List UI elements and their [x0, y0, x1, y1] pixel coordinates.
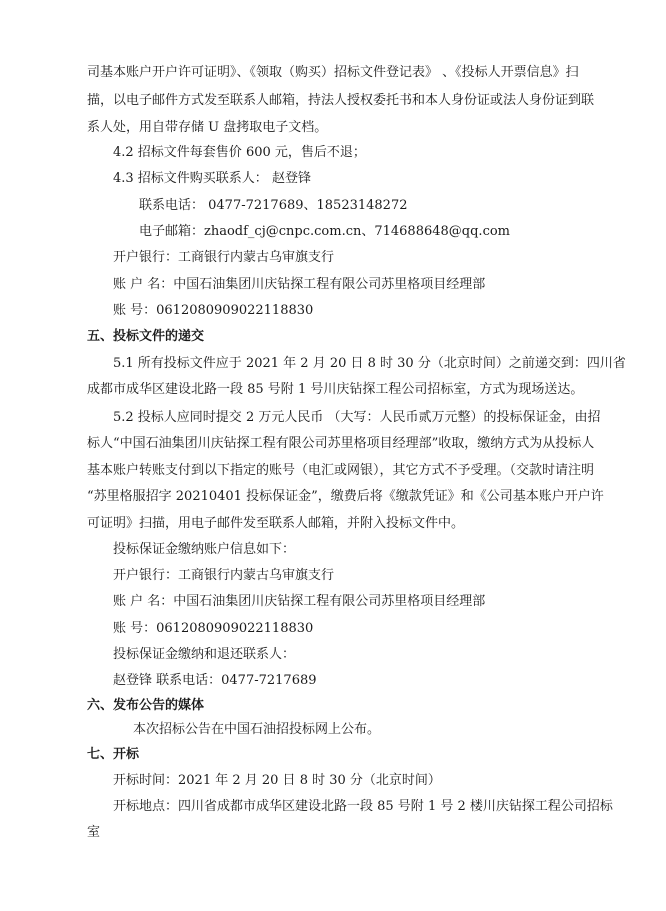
- paragraph-line: 5.2 投标人应同时提交 2 万元人民币 （大写：人民币贰万元整）的投标保证金，由招: [113, 410, 601, 425]
- paragraph-line: “苏里格服招字 20210401 投标保证金”，缴费后将《缴款凭证》和《公司基本账户开户许: [87, 489, 604, 504]
- paragraph-line: 账 号：0612080909022118830: [113, 621, 314, 636]
- paragraph-line: 账 户 名：中国石油集团川庆钻探工程有限公司苏里格项目经理部: [113, 594, 486, 609]
- paragraph-line: 成都市成华区建设北路一段 85 号附 1 号川庆钻探工程公司招标室，方式为现场送达。: [87, 382, 584, 397]
- paragraph-line: 描，以电子邮件方式发至联系人邮箱，持法人授权委托书和本人身份证或法人身份证到联: [87, 93, 595, 108]
- paragraph-line: 4.3 招标文件购买联系人： 赵登锋: [113, 171, 311, 186]
- paragraph-line: 司基本账户开户许可证明》、《领取（购买）招标文件登记表》 、《投标人开票信息》扫: [87, 65, 579, 80]
- paragraph-line: 4.2 招标文件每套售价 600 元，售后不退；: [113, 145, 366, 160]
- paragraph-line: 开标地点：四川省成都市成华区建设北路一段 85 号附 1 号 2 楼川庆钻探工程公司招标: [113, 799, 613, 814]
- paragraph-line: 投标保证金缴纳账户信息如下：: [113, 542, 296, 557]
- paragraph-line: 开户银行：工商银行内蒙古乌审旗支行: [113, 250, 335, 265]
- paragraph-line: 5.1 所有投标文件应于 2021 年 2 月 20 日 8 时 30 分（北京时间）之前递交到：四川省: [113, 356, 626, 371]
- paragraph-line: 基本账户转账支付到以下指定的账号（电汇或网银），其它方式不予受理。（交款时请注明: [87, 463, 595, 478]
- section-heading: 六、发布公告的媒体: [87, 698, 205, 713]
- paragraph-line: 标人“中国石油集团川庆钻探工程有限公司苏里格项目经理部”收取，缴纳方式为从投标人: [87, 436, 595, 451]
- paragraph-line: 室: [87, 825, 101, 840]
- paragraph-line: 开户银行：工商银行内蒙古乌审旗支行: [113, 568, 335, 583]
- paragraph-line: 电子邮箱：zhaodf_cj@cnpc.com.cn、714688648@qq.com: [139, 224, 511, 239]
- paragraph-line: 账 号：0612080909022118830: [113, 303, 314, 318]
- paragraph-line: 赵登锋 联系电话：0477-7217689: [113, 673, 317, 688]
- paragraph-line: 联系电话： 0477-7217689、18523148272: [139, 198, 408, 213]
- paragraph-line: 本次招标公告在中国石油招投标网上公布。: [133, 722, 381, 737]
- paragraph-line: 开标时间：2021 年 2 月 20 日 8 时 30 分（北京时间）: [113, 773, 441, 788]
- section-heading: 七、开标: [87, 747, 140, 762]
- paragraph-line: 系人处，用自带存储 U 盘拷取电子文档。: [87, 120, 328, 135]
- paragraph-line: 可证明》扫描，用电子邮件发至联系人邮箱，并附入投标文件中。: [87, 516, 465, 531]
- paragraph-line: 投标保证金缴纳和退还联系人：: [113, 647, 296, 662]
- paragraph-line: 账 户 名：中国石油集团川庆钻探工程有限公司苏里格项目经理部: [113, 277, 486, 292]
- section-heading: 五、投标文件的递交: [87, 329, 205, 344]
